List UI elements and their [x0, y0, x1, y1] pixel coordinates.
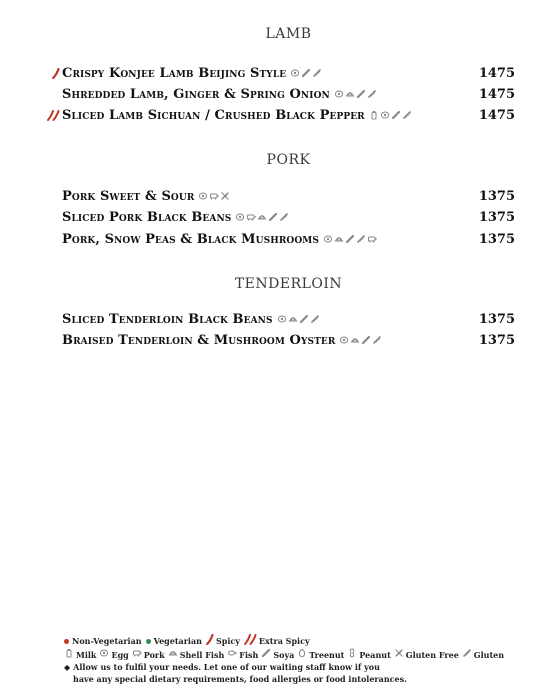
- item-name: Pork, Snow Peas & Black Mushrooms: [62, 231, 319, 247]
- gluten-icon: [372, 335, 382, 345]
- soya-icon: [361, 335, 371, 345]
- note-text-2: have any special dietary requirements, food allergies or food intolerances.: [73, 674, 407, 684]
- item-name: Crispy Konjee Lamb Beijing Style: [62, 65, 287, 81]
- legend-spicy: Spicy: [215, 636, 240, 646]
- legend-row-allergens: [64, 648, 534, 661]
- soya-icon: [299, 314, 309, 324]
- menu-item: [30, 186, 515, 206]
- shellfish-icon: [350, 335, 360, 345]
- shellfish-icon: [257, 212, 267, 222]
- allergen-icons: [323, 234, 377, 244]
- pork-icon: [367, 234, 377, 244]
- item-name: Sliced Lamb Sichuan / Crushed Black Pepper: [62, 107, 365, 123]
- menu-item: [30, 84, 515, 104]
- item-name: Sliced Tenderloin Black Beans: [62, 311, 273, 327]
- soya-icon: [268, 212, 278, 222]
- item-name: Shredded Lamb, Ginger & Spring Onion: [62, 86, 330, 102]
- dietary-legend: [64, 634, 534, 685]
- legend-fish: Fish: [239, 649, 259, 660]
- item-price: 1375: [478, 332, 515, 348]
- soya-icon: [301, 68, 311, 78]
- pork-icon: [209, 191, 219, 201]
- legend-milk: Milk: [76, 649, 97, 660]
- legend-non-veg: Non-Vegetarian: [72, 636, 142, 646]
- legend-soya: Soya: [273, 649, 295, 660]
- section-title-lamb: LAMB: [265, 26, 312, 42]
- allergen-icons: [290, 68, 322, 78]
- menu-item: [30, 229, 515, 249]
- veg-dot-icon: [146, 639, 151, 644]
- menu-item: [30, 330, 515, 350]
- shellfish-icon: [345, 89, 355, 99]
- item-name: Sliced Pork Black Beans: [62, 209, 232, 225]
- egg-icon: [99, 648, 109, 661]
- egg-icon: [323, 234, 333, 244]
- peanut-icon: [347, 648, 357, 661]
- item-price: 1375: [478, 188, 515, 204]
- legend-peanut: Peanut: [359, 649, 391, 660]
- chili-icon: [206, 634, 214, 648]
- shellfish-icon: [288, 314, 298, 324]
- egg-icon: [277, 314, 287, 324]
- double-chili-icon: [244, 634, 257, 648]
- pork-icon: [246, 212, 256, 222]
- allergen-icons: [369, 110, 412, 120]
- double-chili-icon: [30, 110, 62, 121]
- allergen-icons: [277, 314, 320, 324]
- legend-treenut: Treenut: [309, 649, 345, 660]
- item-price: 1475: [478, 65, 515, 81]
- gluten-icon: [356, 234, 366, 244]
- treenut-icon: [297, 648, 307, 661]
- chili-icon: [30, 68, 62, 79]
- item-price: 1375: [478, 231, 515, 247]
- legend-pork: Pork: [143, 649, 165, 660]
- soya-icon: [345, 234, 355, 244]
- legend-gluten-free: Gluten Free: [405, 649, 459, 660]
- pork-icon: [132, 648, 142, 661]
- section-title-pork: PORK: [266, 152, 311, 168]
- legend-note-line-2: [64, 673, 534, 685]
- menu-item: [30, 63, 515, 83]
- legend-extra-spicy: Extra Spicy: [258, 636, 310, 646]
- egg-icon: [339, 335, 349, 345]
- legend-shellfish: Shell Fish: [179, 649, 225, 660]
- item-name: Braised Tenderloin & Mushroom Oyster: [62, 332, 336, 348]
- item-price: 1475: [478, 107, 515, 123]
- item-name: Pork Sweet & Sour: [62, 188, 195, 204]
- allergen-icons: [198, 191, 230, 201]
- item-price: 1475: [478, 86, 515, 102]
- fish-icon: [227, 648, 237, 661]
- gluten-free-icon: [394, 648, 404, 661]
- item-price: 1375: [478, 311, 515, 327]
- diamond-icon: ◆: [64, 662, 71, 672]
- gluten-icon: [312, 68, 322, 78]
- allergen-icons: [235, 212, 289, 222]
- shellfish-icon: [168, 648, 178, 661]
- gluten-icon: [279, 212, 289, 222]
- shellfish-icon: [334, 234, 344, 244]
- item-price: 1375: [478, 209, 515, 225]
- menu-item: [30, 105, 515, 125]
- gluten-icon: [462, 648, 472, 661]
- egg-icon: [235, 212, 245, 222]
- soya-icon: [261, 648, 271, 661]
- egg-icon: [380, 110, 390, 120]
- legend-egg: Egg: [111, 649, 129, 660]
- egg-icon: [290, 68, 300, 78]
- gluten-icon: [402, 110, 412, 120]
- milk-icon: [369, 110, 379, 120]
- legend-row-diet: [64, 634, 534, 648]
- menu-item: [30, 207, 515, 227]
- note-text-1: Allow us to fulfil your needs. Let one of our waiting staff know if you: [73, 662, 380, 672]
- milk-icon: [64, 648, 74, 661]
- soya-icon: [391, 110, 401, 120]
- gluten-icon: [367, 89, 377, 99]
- legend-gluten: Gluten: [473, 649, 505, 660]
- egg-icon: [334, 89, 344, 99]
- allergen-icons: [334, 89, 377, 99]
- gluten-free-icon: [220, 191, 230, 201]
- soya-icon: [356, 89, 366, 99]
- non-veg-dot-icon: [64, 639, 69, 644]
- gluten-icon: [310, 314, 320, 324]
- legend-note-line-1: [64, 661, 534, 673]
- section-title-tenderloin: TENDERLOIN: [234, 276, 343, 292]
- egg-icon: [198, 191, 208, 201]
- menu-item: [30, 309, 515, 329]
- allergen-icons: [339, 335, 382, 345]
- legend-veg: Vegetarian: [153, 636, 202, 646]
